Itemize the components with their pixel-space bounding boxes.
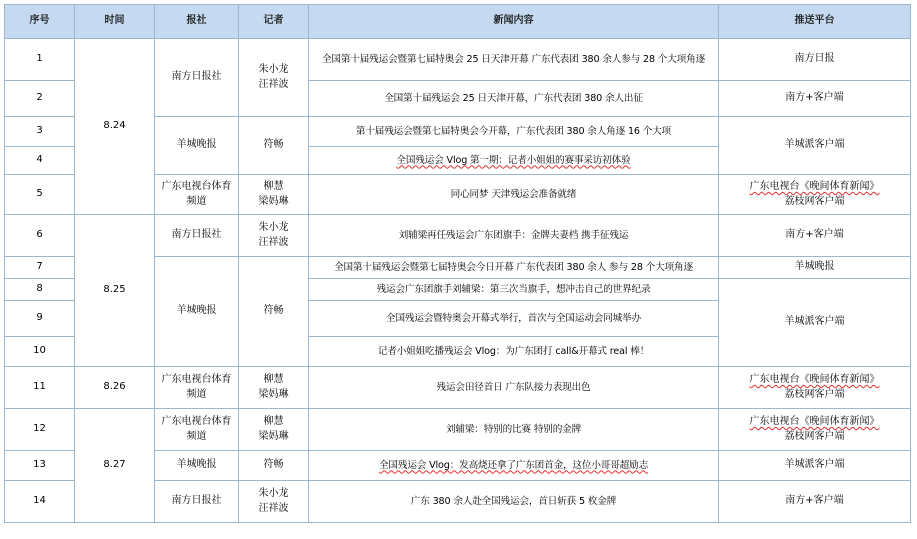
news-content-cell: 刘辅梁再任残运会广东团旗手：金牌夫妻档 携手征残运 — [309, 215, 719, 257]
platform-cell — [719, 367, 911, 409]
reporter-name: 柳慧 — [263, 181, 284, 192]
outlet-cell: 广东电视台体育频道 — [155, 367, 239, 409]
outlet-cell: 广东电视台体育频道 — [155, 175, 239, 215]
header-time: 时间 — [75, 5, 155, 39]
outlet-cell: 南方日报社 — [155, 39, 239, 117]
platform-cell: 南方+客户端 — [719, 215, 911, 257]
table-row — [5, 215, 911, 257]
platform-cell: 南方+客户端 — [719, 481, 911, 523]
reporter-name: 梁妈琳 — [258, 195, 289, 207]
reporter-name: 梁妈琳 — [258, 388, 289, 400]
platform-line: 广东电视台《晚间体育新闻》 — [749, 416, 880, 427]
platform-line: 广东电视台《晚间体育新闻》 — [749, 374, 880, 385]
news-content-cell — [309, 451, 719, 481]
index-cell: 14 — [5, 481, 75, 523]
table-row — [5, 39, 911, 81]
outlet-cell: 羊城晚报 — [155, 451, 239, 481]
outlet-cell: 广东电视台体育频道 — [155, 409, 239, 451]
platform-line: 荔枝网客户端 — [784, 388, 845, 400]
index-cell: 4 — [5, 147, 75, 175]
platform-cell — [719, 175, 911, 215]
reporter-name: 汪祥波 — [258, 78, 289, 90]
platform-line: 荔枝网客户端 — [784, 430, 845, 442]
table-row — [5, 409, 911, 451]
reporter-name: 梁妈琳 — [258, 430, 289, 442]
index-cell: 3 — [5, 117, 75, 147]
outlet-cell: 南方日报社 — [155, 481, 239, 523]
platform-cell: 羊城晚报 — [719, 257, 911, 279]
header-row — [5, 5, 911, 39]
news-content-cell: 残运会田径首日 广东队接力表现出色 — [309, 367, 719, 409]
news-content-cell: 刘辅梁：特别的比赛 特别的金牌 — [309, 409, 719, 451]
reporter-name: 汪祥波 — [258, 502, 289, 514]
news-schedule-table — [4, 4, 911, 523]
news-content-cell: 全国第十届残运会暨第七届特奥会今日开幕 广东代表团 380 余人 参与 28 个大项角逐 — [309, 257, 719, 279]
reporter-name: 汪祥波 — [258, 236, 289, 248]
index-cell: 7 — [5, 257, 75, 279]
reporter-cell — [239, 367, 309, 409]
header-reporter: 记者 — [239, 5, 309, 39]
platform-cell: 羊城派客户端 — [719, 451, 911, 481]
news-content-cell: 广东 380 余人赴全国残运会，首日斩获 5 枚金牌 — [309, 481, 719, 523]
reporter-cell: 符畅 — [239, 257, 309, 367]
news-title: 全国残运会 Vlog：发高烧还拿了广东团首金，这位小哥哥超励志 — [378, 459, 649, 471]
date-cell: 8.24 — [75, 39, 155, 215]
news-content-cell: 记者小姐姐吃播残运会 Vlog：为广东团打 call&开幕式 real 棒！ — [309, 337, 719, 367]
news-content-cell: 第十届残运会暨第七届特奥会今开幕，广东代表团 380 余人角逐 16 个大项 — [309, 117, 719, 147]
index-cell: 8 — [5, 279, 75, 301]
platform-cell: 羊城派客户端 — [719, 279, 911, 367]
news-content-cell: 全国第十届残运会 25 日天津开幕，广东代表团 380 余人出征 — [309, 81, 719, 117]
index-cell: 12 — [5, 409, 75, 451]
outlet-cell: 羊城晚报 — [155, 117, 239, 175]
reporter-cell — [239, 175, 309, 215]
reporter-name: 朱小龙 — [258, 488, 289, 499]
outlet-cell: 南方日报社 — [155, 215, 239, 257]
outlet-cell: 羊城晚报 — [155, 257, 239, 367]
platform-cell — [719, 409, 911, 451]
news-title: 全国残运会 Vlog 第一期：记者小姐姐的赛事采访初体验 — [396, 154, 631, 166]
index-cell: 11 — [5, 367, 75, 409]
index-cell: 9 — [5, 301, 75, 337]
reporter-name: 柳慧 — [263, 374, 284, 385]
platform-line: 广东电视台《晚间体育新闻》 — [749, 181, 880, 192]
platform-cell: 南方+客户端 — [719, 81, 911, 117]
date-cell: 8.26 — [75, 367, 155, 409]
reporter-cell — [239, 409, 309, 451]
header-platform: 推送平台 — [719, 5, 911, 39]
reporter-name: 朱小龙 — [258, 222, 289, 233]
platform-cell: 南方日报 — [719, 39, 911, 81]
reporter-cell — [239, 481, 309, 523]
news-content-cell — [309, 147, 719, 175]
header-index: 序号 — [5, 5, 75, 39]
reporter-cell — [239, 39, 309, 117]
platform-cell: 羊城派客户端 — [719, 117, 911, 175]
reporter-cell — [239, 215, 309, 257]
index-cell: 5 — [5, 175, 75, 215]
index-cell: 13 — [5, 451, 75, 481]
header-outlet: 报社 — [155, 5, 239, 39]
news-content-cell: 全国第十届残运会暨第七届特奥会 25 日天津开幕 广东代表团 380 余人参与 28 个大项角逐 — [309, 39, 719, 81]
table-row — [5, 367, 911, 409]
reporter-name: 柳慧 — [263, 416, 284, 427]
index-cell: 10 — [5, 337, 75, 367]
reporter-cell: 符畅 — [239, 451, 309, 481]
date-cell: 8.27 — [75, 409, 155, 523]
news-content-cell: 全国残运会暨特奥会开幕式举行，首次与全国运动会同城举办 — [309, 301, 719, 337]
date-cell: 8.25 — [75, 215, 155, 367]
reporter-name: 朱小龙 — [258, 64, 289, 75]
news-content-cell: 同心同梦 天津残运会准备就绪 — [309, 175, 719, 215]
platform-line: 荔枝网客户端 — [784, 195, 845, 207]
header-content: 新闻内容 — [309, 5, 719, 39]
news-content-cell: 残运会广东团旗手刘辅梁：第三次当旗手，想冲击自己的世界纪录 — [309, 279, 719, 301]
reporter-cell: 符畅 — [239, 117, 309, 175]
index-cell: 2 — [5, 81, 75, 117]
index-cell: 6 — [5, 215, 75, 257]
index-cell: 1 — [5, 39, 75, 81]
